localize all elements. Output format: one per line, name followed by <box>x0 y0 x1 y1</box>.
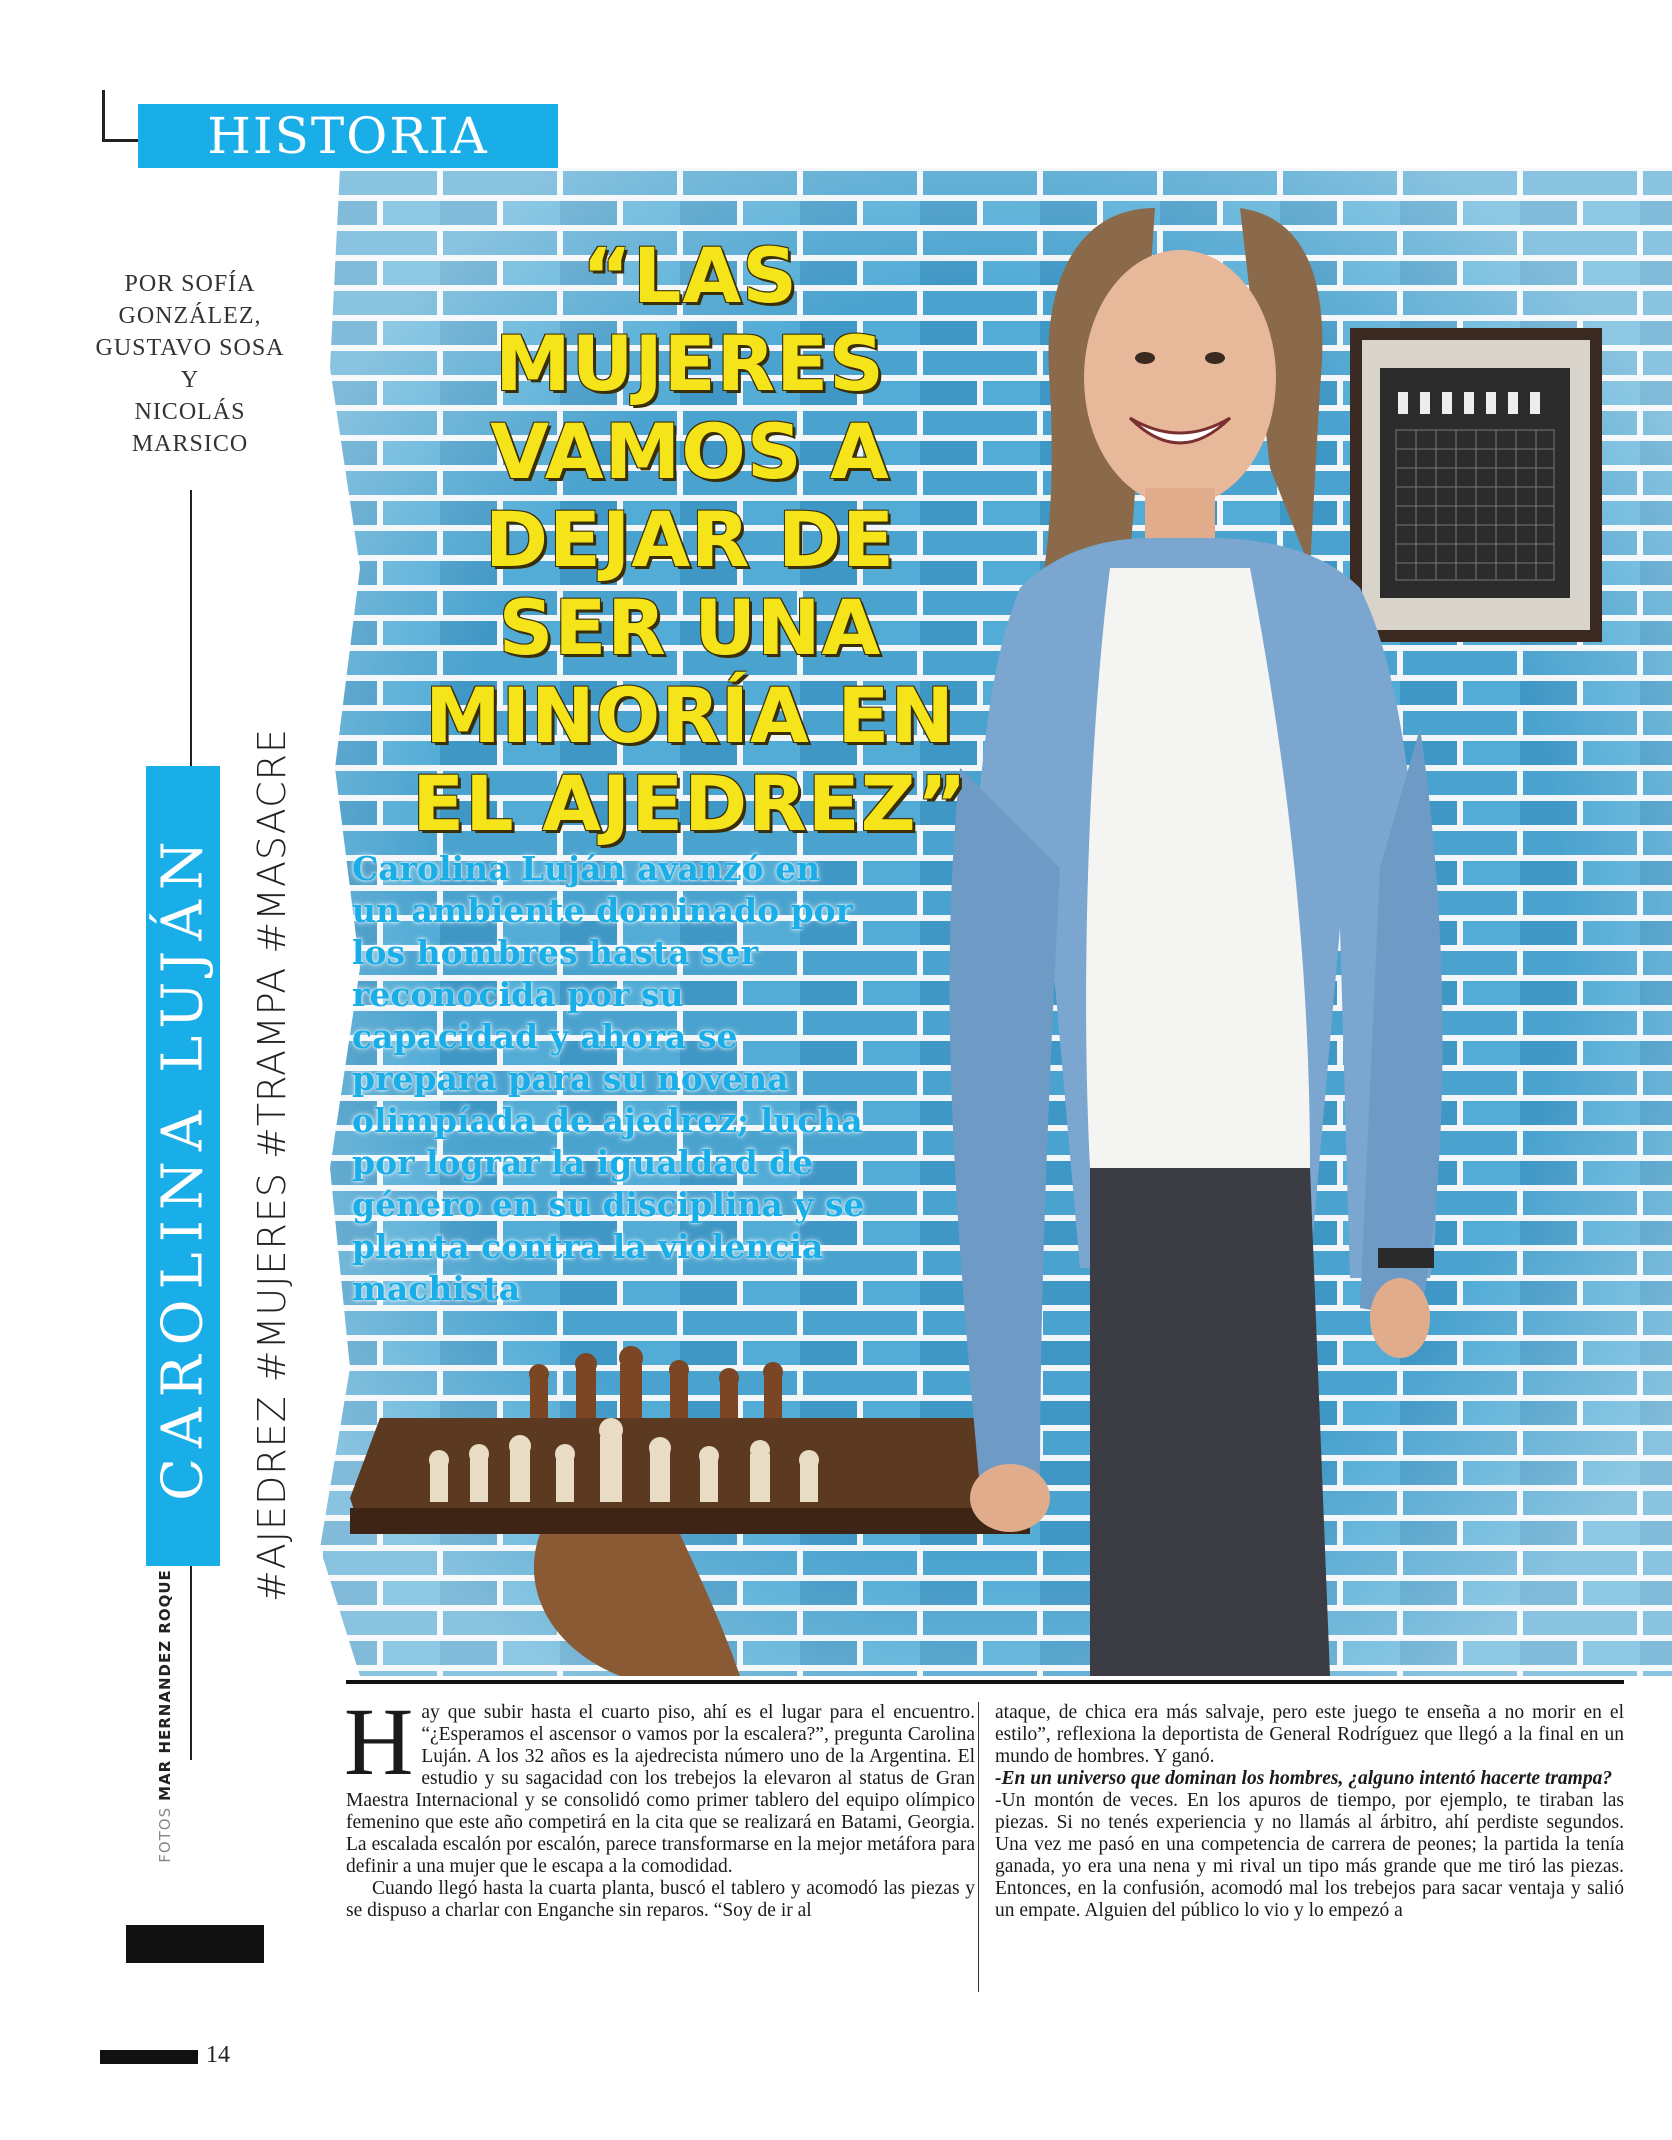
body-paragraph: ay que subir hasta el cuarto piso, ahí es el lugar para el encuentro. “¿Esperamos el ascensor o vamos por la escalera?”, pregunta Carolina Luján. A los 32 años es la ajedrecista número uno de la Argentina. El estudio y su sagacidad con los trebejos la elevaron al status de Gran Maestra Internacional y se consolidó como primer tablero del equipo olímpico femenino que este año competirá en la cita que se realizará en Batami, Georgia. La escalada escalón por escalón, parece transformarse en la mejor metáfora para definir a una mujer que le escapa a la comodidad. <box>346 1702 975 1877</box>
section-tag <box>138 104 558 168</box>
byline-line: MARSICO <box>131 431 249 457</box>
photo-credit-label: FOTOS <box>156 1806 174 1863</box>
byline-line: POR SOFÍA <box>124 271 256 297</box>
page-number-bar <box>100 2050 198 2064</box>
byline-line: Y <box>180 367 200 393</box>
interview-question: -En un universo que dominan los hombres, ¿alguno intentó hacerte trampa? <box>995 1768 1613 1789</box>
byline <box>90 268 290 460</box>
section-label: HISTORIA <box>207 107 489 165</box>
deck-lead: Carolina Luján avanzó en un ambiente dominado por los hombres hasta ser reconocida por su capacidad y ahora se prepara para su novena olimpíada de ajedrez; lucha por lograr la igualdad de género en su disciplina y se planta contra la violencia machista <box>352 849 865 1308</box>
headline: “LAS MUJERES VAMOS A DEJAR DE SER UNA MINORÍA EN EL AJEDREZ” <box>412 231 968 848</box>
body-paragraph: -Un montón de veces. En los apuros de tiempo, por ejemplo, te tiraban las piezas. Si no tenés experiencia y no llamás al árbitro, ahí perdiste segundos. Una vez me pasó en una competencia de carrera de peones; la partida la tenía ganada, yo era una nena y mi rival un tipo más grande que me tiró las piezas. Entonces, en la confusión, acomodó mal los trebejos para sacar ventaja y salió un empate. Alguien del público lo vio y lo empezó a <box>995 1790 1624 1921</box>
byline-line: NICOLÁS <box>134 399 246 425</box>
corner-bracket-horizontal <box>102 139 142 142</box>
body-column-1 <box>344 1688 975 1992</box>
article-body <box>344 1688 1624 1992</box>
hashtags-text: #AJEDREZ #MUJERES #TRAMPA #MASACRE <box>250 727 294 1603</box>
decorative-block <box>126 1925 264 1963</box>
subject-name: CAROLINA LUJÁN <box>150 831 216 1501</box>
photo-credit-name: MAR HERNANDEZ ROQUE <box>156 1569 174 1801</box>
hashtags <box>244 727 300 1603</box>
corner-bracket-vertical <box>102 90 105 142</box>
name-bar <box>146 766 220 1566</box>
body-column-2 <box>995 1702 1624 1992</box>
horizontal-rule <box>346 1680 1624 1684</box>
byline-line: GUSTAVO SOSA <box>95 335 285 361</box>
page-number: 14 <box>206 2042 230 2068</box>
byline-line: GONZÁLEZ, <box>118 303 262 329</box>
body-paragraph: ataque, de chica era más salvaje, pero este juego te enseña a no morir en el estilo”, reflexiona la deportista de General Rodríguez que llegó a la final en un mundo de hombres. Y ganó. <box>995 1702 1624 1767</box>
column-divider <box>978 1702 979 1992</box>
drop-cap: H <box>344 1688 414 1795</box>
photo-credit <box>150 1569 180 1863</box>
body-paragraph: Cuando llegó hasta la cuarta planta, buscó el tablero y acomodó las piezas y se dispuso a charlar con Enganche sin reparos. “Soy de ir al <box>346 1878 975 1921</box>
